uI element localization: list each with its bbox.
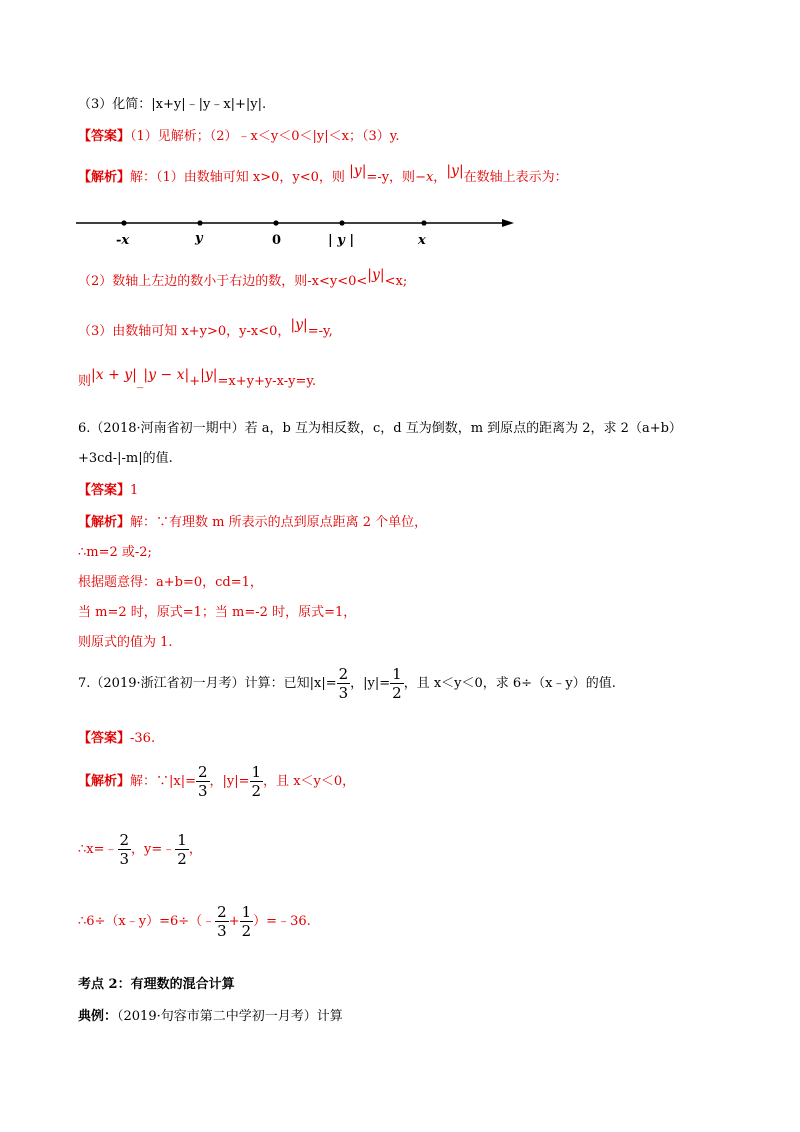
example-text: （2019·句容市第二中学初一月考）计算 [117,1009,343,1024]
q7-analysis-2 [78,830,202,870]
final-text: =x+y+y-x-y=y. [217,374,317,389]
label-x: x [418,233,426,248]
analysis-text: ，|y|= [209,774,250,789]
point-zero [273,220,278,225]
final-minus: _ [136,374,144,389]
answer-tag: 【答案】 [78,731,131,746]
abs-y-expression: |y| [349,163,367,179]
part2-text: <x; [384,274,408,289]
fraction-one-half: $\frac{1}{2}$ [392,665,402,702]
q5-final [78,367,317,391]
answer-text: （1）见解析；（2）﹣x＜y＜0＜|y|＜x；（3）y. [130,129,400,144]
analysis-text: + [228,914,240,929]
analysis-text: ∴6÷（x﹣y）=6÷（﹣ [78,914,216,929]
final-text: 则 [78,374,92,389]
fraction-two-thirds: $\frac{2}{3}$ [217,903,227,940]
analysis-text: ）=﹣36. [253,914,311,929]
analysis-text: 解：（1）由数轴可知 x>0，y<0，则 [130,170,345,185]
point-y [197,220,202,225]
q5-analysis-1 [78,163,568,187]
fraction-one-half: $\frac{1}{2}$ [241,903,252,940]
q7-text: 7.（2019·浙江省初一月考）计算：已知|x|= [78,676,337,691]
fraction-two-thirds: $\frac{2}{3}$ [198,763,208,800]
answer-text: 1 [130,483,139,498]
label-y: y [195,231,203,246]
q5-part3-analysis [78,317,333,341]
q5-part3: （3）化简：|x+y|﹣|y﹣x|+|y|. [78,97,267,112]
example-tag: 典例： [78,1009,118,1024]
analysis-text: ， [433,170,447,185]
analysis-text: ，且 x＜y＜0， [263,774,356,789]
final-plus: + [189,374,201,389]
point-abs-y [339,220,344,225]
q6-answer [78,482,138,500]
answer-text: -36. [130,731,156,746]
q6-analysis-3: 根据题意得：a+b=0，cd=1， [78,575,263,590]
fraction-one-half: $\frac{1}{2}$ [177,831,187,868]
label-neg-x: -x [116,233,130,248]
analysis-text: ∴x=﹣ [78,842,118,857]
abs-expression: |y| [200,367,218,383]
section-title: 考点 2：有理数的混合计算 [78,977,235,992]
part3-text: =-y, [307,324,333,339]
example-line [78,1008,343,1026]
point-neg-x [121,220,126,225]
fraction-two-thirds: $\frac{2}{3}$ [338,665,349,702]
q7-text: ，且 x＜y＜0，求 6÷（x﹣y）的值. [403,676,616,691]
label-abs-y: | y | [328,233,355,248]
q7-text: ，|y|= [350,676,391,691]
analysis-tag: 【解析】 [78,170,131,185]
q7-analysis-3 [78,902,311,942]
label-zero: 0 [272,233,282,248]
q7-line [78,664,616,704]
q6-analysis-5: 则原式的值为 1. [78,635,173,650]
neg-x-expression: −x [415,170,434,185]
q6-line1: 6.（2018·河南省初一期中）若 a，b 互为相反数，c，d 互为倒数，m 到原点的距离为 2，求 2（a+b） [78,421,682,436]
abs-expression: |y − x| [143,367,190,383]
q6-analysis-4: 当 m=2 时，原式=1；当 m=-2 时，原式=1， [78,605,357,620]
q6-line2: +3cd-|-m|的值. [78,451,173,466]
analysis-tag: 【解析】 [78,774,131,789]
part3-text: （3）由数轴可知 x+y>0，y-x<0， [78,324,291,339]
point-x [421,220,426,225]
q5-part2 [78,267,408,291]
number-line [76,210,516,250]
analysis-text: =-y，则 [366,170,416,185]
fraction-two-thirds: $\frac{2}{3}$ [119,831,130,868]
q5-answer [78,128,399,146]
part2-text: （2）数轴上左边的数小于右边的数，则-x<y<0< [78,274,368,289]
analysis-text: 解：∵有理数 m 所表示的点到原点距离 2 个单位， [130,515,428,530]
answer-tag: 【答案】 [78,483,131,498]
abs-y-expression: |y| [290,317,308,333]
abs-y-expression: |y| [367,267,385,283]
q7-answer [78,730,155,748]
analysis-text: ， [188,842,202,857]
fraction-one-half: $\frac{1}{2}$ [251,763,262,800]
q6-analysis-2: ∴m=2 或-2; [78,545,152,560]
abs-expression: |x + y| [91,367,137,383]
analysis-text: ，y=﹣ [131,842,176,857]
analysis-text: 在数轴上表示为： [463,170,568,185]
q7-analysis-1 [78,762,355,802]
analysis-tag: 【解析】 [78,515,131,530]
q6-analysis-1 [78,514,427,532]
answer-tag: 【答案】 [78,129,131,144]
abs-y-expression: |y| [446,163,464,179]
analysis-text: 解：∵|x|= [130,774,196,789]
